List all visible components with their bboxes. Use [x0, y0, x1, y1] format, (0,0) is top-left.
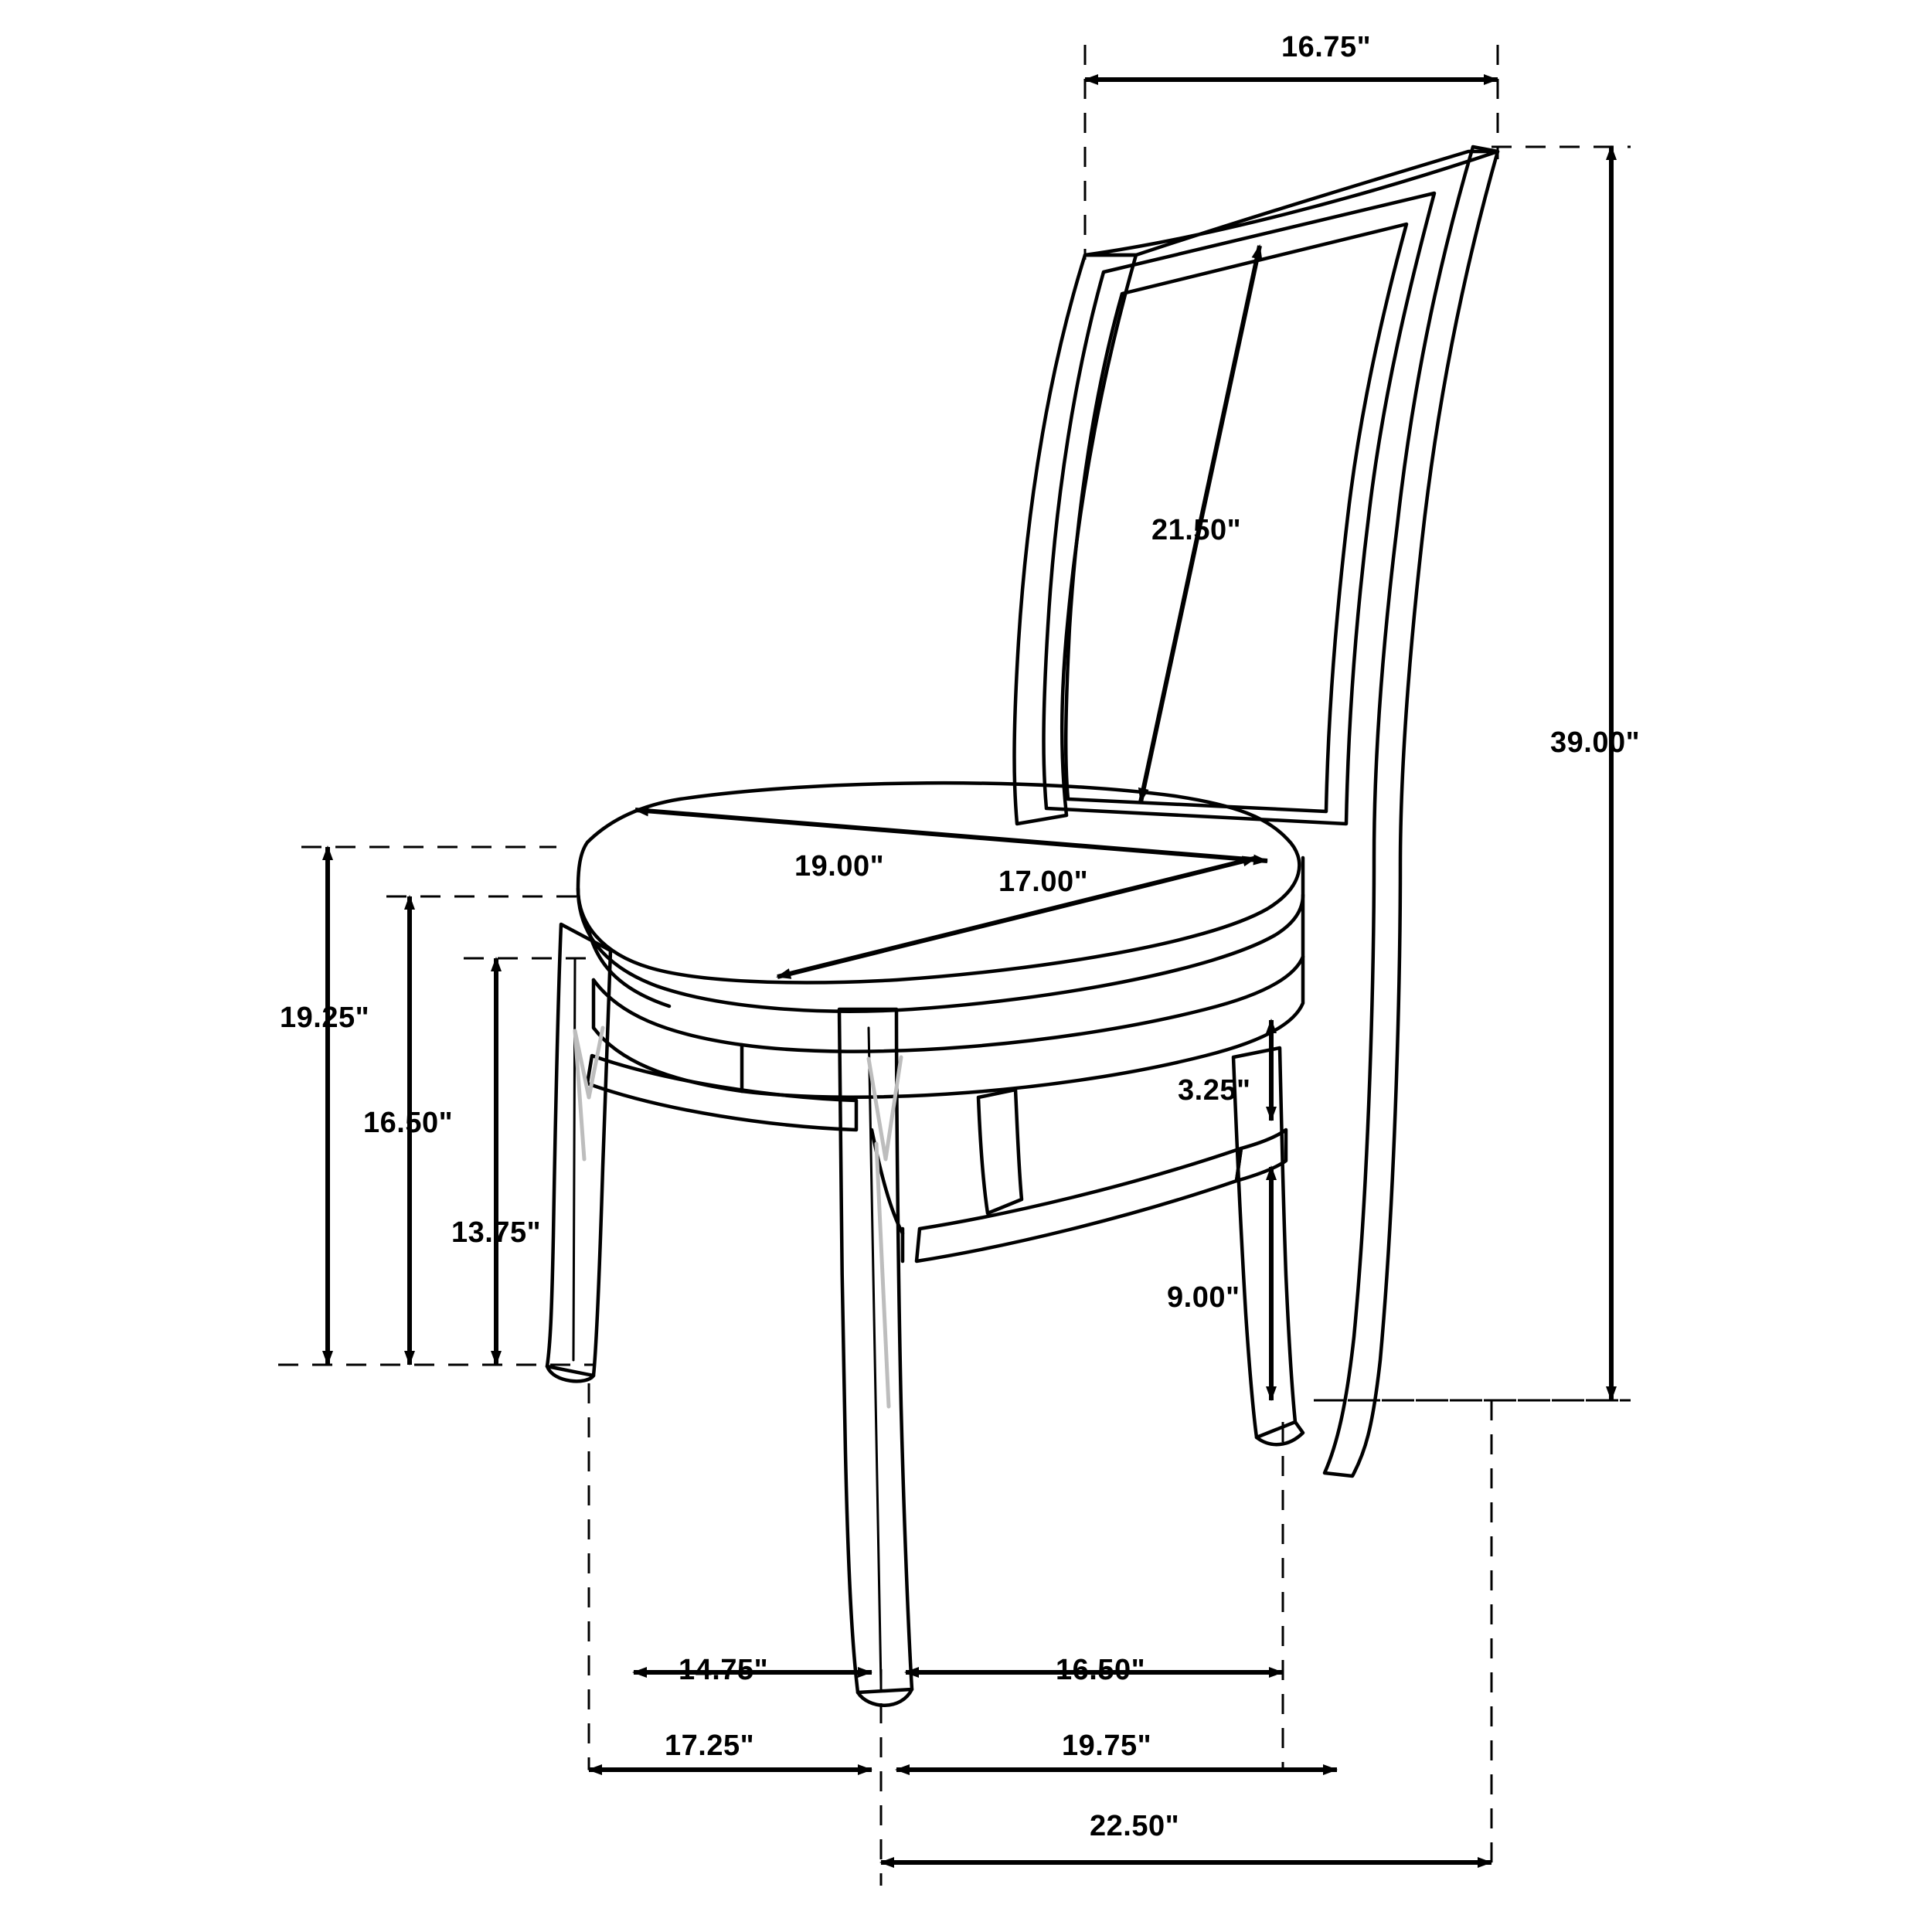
dim-label-rear-overall-offset: 19.75" — [1062, 1730, 1152, 1762]
chair-illustration — [547, 147, 1498, 1706]
dim-label-apron-depth: 3.25" — [1178, 1074, 1251, 1107]
chair-apron-front-line — [594, 980, 742, 1091]
dim-label-seat-width: 17.00" — [998, 866, 1089, 898]
dim-label-back-width: 16.75" — [1281, 31, 1372, 63]
chair-seat-edge-2 — [587, 924, 669, 1006]
dim-label-lower-rail-height: 9.00" — [1167, 1281, 1240, 1314]
chair-leg-front-right — [978, 1090, 1022, 1213]
dim-label-overall-depth: 22.50" — [1090, 1810, 1180, 1842]
chair-leg-front-left-inner — [573, 958, 575, 1360]
dim-label-back-height: 21.50" — [1151, 514, 1242, 546]
leg-inlay-group — [575, 1028, 901, 1406]
chair-leg-front-left — [547, 924, 611, 1376]
chair-stretcher-left — [587, 1056, 856, 1130]
dim-label-stretcher-height: 13.75" — [451, 1216, 542, 1249]
dim-label-front-leg-offset: 14.75" — [679, 1654, 769, 1686]
dim-label-rear-leg-offset: 16.50" — [1056, 1654, 1146, 1686]
dim-label-seat-height-rear: 19.25" — [280, 1002, 370, 1034]
dimension-arrows — [328, 80, 1611, 1862]
chair-stretcher-right — [917, 1148, 1241, 1261]
chair-seat-apron — [594, 895, 1303, 1052]
chair-back-right-post — [1325, 147, 1498, 1476]
dim-label-seat-height-front: 16.50" — [363, 1107, 454, 1139]
dim-label-seat-depth: 19.00" — [794, 850, 885, 883]
chair-back-outer — [1015, 255, 1137, 824]
chair-back-top-rail — [1085, 151, 1498, 255]
dim-label-overall-height: 39.00" — [1550, 726, 1641, 759]
dim-label-front-overall-offset: 17.25" — [665, 1730, 755, 1762]
extension-lines — [278, 45, 1631, 1886]
chair-back-inner-panel — [1044, 193, 1435, 824]
chair-lower-rail-right — [1236, 1130, 1286, 1181]
arrow-seat-depth — [635, 810, 1267, 861]
